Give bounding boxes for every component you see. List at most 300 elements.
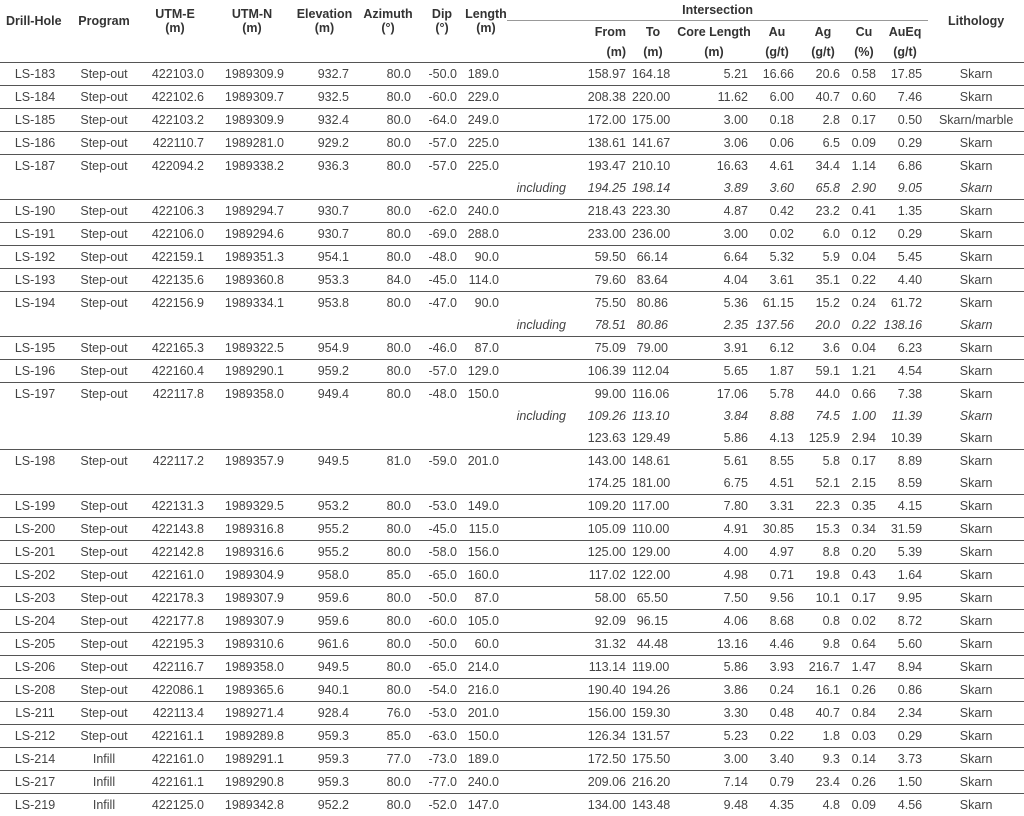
table-cell: 959.6 — [292, 587, 357, 610]
table-cell: 0.18 — [754, 109, 800, 132]
table-cell: 52.1 — [800, 472, 846, 495]
table-cell: 1989342.8 — [212, 794, 292, 816]
table-cell: LS-211 — [0, 702, 70, 725]
table-cell: Skarn — [928, 155, 1024, 178]
table-cell: 1989316.6 — [212, 541, 292, 564]
table-cell: Step-out — [70, 518, 138, 541]
column-unit: (g/t) — [800, 42, 846, 63]
table-cell: 34.4 — [800, 155, 846, 178]
table-cell: 936.3 — [292, 155, 357, 178]
table-cell: Step-out — [70, 360, 138, 383]
table-cell: 940.1 — [292, 679, 357, 702]
table-row — [0, 450, 1024, 473]
table-cell: 4.61 — [754, 155, 800, 178]
table-cell: 1989334.1 — [212, 292, 292, 315]
table-cell — [507, 748, 574, 771]
table-cell: 4.04 — [674, 269, 754, 292]
table-cell: 1.64 — [882, 564, 928, 587]
table-cell: Skarn — [928, 702, 1024, 725]
table-cell: -53.0 — [419, 495, 465, 518]
table-cell: 78.51 — [574, 314, 632, 337]
table-cell: 7.38 — [882, 383, 928, 406]
table-cell: 2.94 — [846, 427, 882, 450]
table-cell: 10.1 — [800, 587, 846, 610]
table-cell: Skarn — [928, 86, 1024, 109]
table-cell: 1989310.6 — [212, 633, 292, 656]
table-cell: 2.8 — [800, 109, 846, 132]
table-cell: 3.00 — [674, 223, 754, 246]
table-cell — [507, 702, 574, 725]
table-cell: 928.4 — [292, 702, 357, 725]
table-cell: -63.0 — [419, 725, 465, 748]
table-cell: 1.21 — [846, 360, 882, 383]
table-cell: 954.9 — [292, 337, 357, 360]
table-cell: Skarn — [928, 633, 1024, 656]
table-cell: 80.0 — [357, 656, 419, 679]
table-cell: 109.26 — [574, 405, 632, 427]
table-cell: Step-out — [70, 702, 138, 725]
column-header — [507, 21, 574, 43]
table-cell: LS-203 — [0, 587, 70, 610]
table-cell: 134.00 — [574, 794, 632, 816]
table-cell: 6.12 — [754, 337, 800, 360]
table-cell: 961.6 — [292, 633, 357, 656]
table-cell: 141.67 — [632, 132, 674, 155]
table-row-including — [0, 314, 1024, 337]
table-cell: 1.8 — [800, 725, 846, 748]
table-cell: 138.61 — [574, 132, 632, 155]
table-cell: 422103.2 — [138, 109, 212, 132]
table-cell — [507, 725, 574, 748]
column-unit: (g/t) — [882, 42, 928, 63]
table-cell: Skarn — [928, 177, 1024, 200]
table-cell: Skarn — [928, 405, 1024, 427]
table-cell — [507, 292, 574, 315]
table-cell: Step-out — [70, 656, 138, 679]
table-cell: 422102.6 — [138, 86, 212, 109]
table-cell: 4.97 — [754, 541, 800, 564]
table-cell: 216.0 — [465, 679, 507, 702]
table-cell: 147.0 — [465, 794, 507, 816]
table-cell: 0.29 — [882, 725, 928, 748]
table-cell: LS-194 — [0, 292, 70, 315]
table-row-including — [0, 177, 1024, 200]
table-cell: 422103.0 — [138, 63, 212, 86]
table-cell: 0.26 — [846, 771, 882, 794]
table-cell: 1989357.9 — [212, 450, 292, 473]
table-cell: 0.17 — [846, 109, 882, 132]
table-cell: 9.05 — [882, 177, 928, 200]
table-cell: 15.3 — [800, 518, 846, 541]
table-cell: 80.0 — [357, 246, 419, 269]
table-cell: 3.30 — [674, 702, 754, 725]
table-cell: 76.0 — [357, 702, 419, 725]
table-cell: -57.0 — [419, 155, 465, 178]
table-cell: 164.18 — [632, 63, 674, 86]
table-cell: -65.0 — [419, 564, 465, 587]
table-cell: 143.48 — [632, 794, 674, 816]
table-cell: 422161.1 — [138, 725, 212, 748]
table-cell: 40.7 — [800, 702, 846, 725]
table-cell: 422195.3 — [138, 633, 212, 656]
table-cell: 23.4 — [800, 771, 846, 794]
table-cell: 61.72 — [882, 292, 928, 315]
table-cell: 31.32 — [574, 633, 632, 656]
table-cell: 6.64 — [674, 246, 754, 269]
table-cell — [292, 405, 357, 427]
table-cell: 114.0 — [465, 269, 507, 292]
table-cell: 3.86 — [674, 679, 754, 702]
column-header: Drill-Hole — [0, 0, 70, 42]
table-cell: 220.00 — [632, 86, 674, 109]
table-cell: Skarn — [928, 292, 1024, 315]
table-cell: 0.02 — [846, 610, 882, 633]
table-cell: 175.00 — [632, 109, 674, 132]
table-row — [0, 223, 1024, 246]
table-cell: LS-205 — [0, 633, 70, 656]
column-header: Azimuth (°) — [357, 0, 419, 42]
table-cell: 1989271.4 — [212, 702, 292, 725]
column-unit — [507, 42, 574, 63]
table-cell: 80.0 — [357, 610, 419, 633]
table-cell: 0.22 — [846, 314, 882, 337]
table-body — [0, 63, 1024, 816]
table-row — [0, 337, 1024, 360]
table-cell: 148.61 — [632, 450, 674, 473]
table-cell: 208.38 — [574, 86, 632, 109]
table-cell: 0.66 — [846, 383, 882, 406]
table-row — [0, 656, 1024, 679]
table-cell — [0, 472, 70, 495]
table-cell: 214.0 — [465, 656, 507, 679]
table-cell: 0.84 — [846, 702, 882, 725]
table-cell: 158.97 — [574, 63, 632, 86]
table-cell: 105.09 — [574, 518, 632, 541]
table-cell: 99.00 — [574, 383, 632, 406]
table-cell: 11.62 — [674, 86, 754, 109]
table-cell: 2.34 — [882, 702, 928, 725]
table-cell: 1989338.2 — [212, 155, 292, 178]
table-cell — [507, 564, 574, 587]
table-cell: 1989309.9 — [212, 109, 292, 132]
table-cell: 955.2 — [292, 541, 357, 564]
table-cell: 8.8 — [800, 541, 846, 564]
table-row — [0, 587, 1024, 610]
table-cell: 129.0 — [465, 360, 507, 383]
intersection-header: Intersection — [507, 0, 928, 21]
table-cell: Step-out — [70, 246, 138, 269]
table-cell: -48.0 — [419, 383, 465, 406]
table-cell — [507, 427, 574, 450]
table-cell: Step-out — [70, 587, 138, 610]
table-cell — [70, 405, 138, 427]
table-cell: 953.3 — [292, 269, 357, 292]
table-cell: 422177.8 — [138, 610, 212, 633]
table-cell: 8.55 — [754, 450, 800, 473]
table-cell: 8.88 — [754, 405, 800, 427]
table-cell: 1989360.8 — [212, 269, 292, 292]
column-header: Core Length — [674, 21, 754, 43]
table-cell — [507, 633, 574, 656]
table-cell: LS-191 — [0, 223, 70, 246]
table-cell: 1989309.9 — [212, 63, 292, 86]
table-cell: LS-212 — [0, 725, 70, 748]
table-cell: 955.2 — [292, 518, 357, 541]
table-cell: 1.50 — [882, 771, 928, 794]
table-cell: Skarn — [928, 472, 1024, 495]
table-cell: 216.7 — [800, 656, 846, 679]
table-cell — [507, 656, 574, 679]
table-cell: 0.42 — [754, 200, 800, 223]
table-cell: 0.03 — [846, 725, 882, 748]
table-cell: 953.8 — [292, 292, 357, 315]
table-row — [0, 383, 1024, 406]
table-cell: LS-214 — [0, 748, 70, 771]
table-cell: 225.0 — [465, 132, 507, 155]
table-cell: 953.2 — [292, 495, 357, 518]
table-cell: 4.51 — [754, 472, 800, 495]
table-cell: 131.57 — [632, 725, 674, 748]
table-cell: 0.35 — [846, 495, 882, 518]
table-cell: 209.06 — [574, 771, 632, 794]
table-cell: 80.0 — [357, 633, 419, 656]
table-cell: 80.0 — [357, 679, 419, 702]
table-cell: 80.0 — [357, 63, 419, 86]
table-cell: 80.0 — [357, 360, 419, 383]
table-cell: 80.0 — [357, 337, 419, 360]
table-cell: 0.60 — [846, 86, 882, 109]
table-cell: Skarn — [928, 495, 1024, 518]
table-cell: 80.0 — [357, 794, 419, 816]
table-cell: 0.09 — [846, 132, 882, 155]
table-cell: LS-201 — [0, 541, 70, 564]
column-header: UTM-E (m) — [138, 0, 212, 42]
table-cell: 930.7 — [292, 223, 357, 246]
table-cell: 129.49 — [632, 427, 674, 450]
table-cell: 80.0 — [357, 155, 419, 178]
table-cell — [138, 177, 212, 200]
table-cell: Skarn — [928, 564, 1024, 587]
table-cell: 1.14 — [846, 155, 882, 178]
table-cell: 3.73 — [882, 748, 928, 771]
table-cell: 156.0 — [465, 541, 507, 564]
table-cell: LS-208 — [0, 679, 70, 702]
table-cell: 16.63 — [674, 155, 754, 178]
table-cell: LS-206 — [0, 656, 70, 679]
table-cell: 80.0 — [357, 587, 419, 610]
table-cell: 92.09 — [574, 610, 632, 633]
table-cell: 122.00 — [632, 564, 674, 587]
table-cell: 0.02 — [754, 223, 800, 246]
table-cell: 422143.8 — [138, 518, 212, 541]
table-cell — [465, 177, 507, 200]
table-cell: 6.5 — [800, 132, 846, 155]
table-row — [0, 360, 1024, 383]
table-cell: 1989365.6 — [212, 679, 292, 702]
table-cell: -50.0 — [419, 633, 465, 656]
table-row — [0, 771, 1024, 794]
table-cell: 1.47 — [846, 656, 882, 679]
table-row — [0, 564, 1024, 587]
table-cell: 75.50 — [574, 292, 632, 315]
table-cell: 218.43 — [574, 200, 632, 223]
table-cell: -60.0 — [419, 86, 465, 109]
table-cell: 6.00 — [754, 86, 800, 109]
table-cell: 422131.3 — [138, 495, 212, 518]
table-cell: 0.22 — [846, 269, 882, 292]
table-cell: LS-190 — [0, 200, 70, 223]
table-cell: 156.00 — [574, 702, 632, 725]
table-cell: 1989290.8 — [212, 771, 292, 794]
table-cell: 11.39 — [882, 405, 928, 427]
table-cell: LS-192 — [0, 246, 70, 269]
table-cell — [507, 679, 574, 702]
table-cell: 5.61 — [674, 450, 754, 473]
table-cell: including — [507, 405, 574, 427]
table-cell: LS-186 — [0, 132, 70, 155]
table-cell: 189.0 — [465, 748, 507, 771]
table-cell: Skarn — [928, 587, 1024, 610]
table-cell: Step-out — [70, 292, 138, 315]
table-cell: 8.89 — [882, 450, 928, 473]
table-cell: Step-out — [70, 63, 138, 86]
table-cell: 0.50 — [882, 109, 928, 132]
table-cell — [70, 427, 138, 450]
table-cell: Skarn — [928, 748, 1024, 771]
table-cell: 105.0 — [465, 610, 507, 633]
table-cell: 949.5 — [292, 656, 357, 679]
table-cell: 81.0 — [357, 450, 419, 473]
table-cell: 35.1 — [800, 269, 846, 292]
table-cell: 1989294.7 — [212, 200, 292, 223]
table-cell: 150.0 — [465, 383, 507, 406]
table-cell: 31.59 — [882, 518, 928, 541]
table-cell: 0.09 — [846, 794, 882, 816]
table-cell: 84.0 — [357, 269, 419, 292]
table-cell: 2.35 — [674, 314, 754, 337]
table-cell: 17.85 — [882, 63, 928, 86]
column-header: Au — [754, 21, 800, 43]
table-cell: 190.40 — [574, 679, 632, 702]
table-cell: 6.86 — [882, 155, 928, 178]
table-cell: 422106.3 — [138, 200, 212, 223]
table-cell: 80.0 — [357, 223, 419, 246]
table-cell — [419, 427, 465, 450]
table-cell: 1989358.0 — [212, 656, 292, 679]
table-cell: 80.0 — [357, 86, 419, 109]
table-cell: 112.04 — [632, 360, 674, 383]
table-cell — [70, 472, 138, 495]
table-cell: Step-out — [70, 633, 138, 656]
table-cell: 240.0 — [465, 200, 507, 223]
table-cell: 4.87 — [674, 200, 754, 223]
table-cell — [138, 427, 212, 450]
table-cell — [0, 177, 70, 200]
table-cell: Skarn — [928, 63, 1024, 86]
table-cell: 5.36 — [674, 292, 754, 315]
table-cell: 126.34 — [574, 725, 632, 748]
table-cell: 129.00 — [632, 541, 674, 564]
column-header: From — [574, 21, 632, 43]
table-cell: 3.89 — [674, 177, 754, 200]
table-cell: 0.71 — [754, 564, 800, 587]
table-cell: 87.0 — [465, 587, 507, 610]
table-cell — [507, 200, 574, 223]
table-cell — [507, 771, 574, 794]
table-cell: 59.1 — [800, 360, 846, 383]
table-cell: LS-197 — [0, 383, 70, 406]
column-header: UTM-N (m) — [212, 0, 292, 42]
table-cell: 194.26 — [632, 679, 674, 702]
table-cell: 225.0 — [465, 155, 507, 178]
table-cell: 236.00 — [632, 223, 674, 246]
table-cell: -48.0 — [419, 246, 465, 269]
table-cell: 80.0 — [357, 200, 419, 223]
table-cell: Skarn — [928, 656, 1024, 679]
table-cell: 959.6 — [292, 610, 357, 633]
header-rule — [928, 42, 1024, 63]
table-cell: 9.95 — [882, 587, 928, 610]
table-cell: Step-out — [70, 495, 138, 518]
table-cell: 422117.2 — [138, 450, 212, 473]
table-cell: 74.5 — [800, 405, 846, 427]
table-cell: Infill — [70, 771, 138, 794]
table-cell: 5.23 — [674, 725, 754, 748]
table-cell — [507, 495, 574, 518]
table-cell: 3.91 — [674, 337, 754, 360]
table-cell — [419, 177, 465, 200]
table-row — [0, 200, 1024, 223]
table-cell: 80.0 — [357, 518, 419, 541]
table-cell: Step-out — [70, 337, 138, 360]
table-cell: 1989322.5 — [212, 337, 292, 360]
table-cell: 80.86 — [632, 292, 674, 315]
table-cell: 44.0 — [800, 383, 846, 406]
table-cell: 4.15 — [882, 495, 928, 518]
table-cell: 959.3 — [292, 748, 357, 771]
table-row — [0, 702, 1024, 725]
table-cell: 19.8 — [800, 564, 846, 587]
table-cell: Skarn — [928, 450, 1024, 473]
table-cell: -62.0 — [419, 200, 465, 223]
table-cell: Step-out — [70, 383, 138, 406]
table-cell: 123.63 — [574, 427, 632, 450]
table-cell: 0.14 — [846, 748, 882, 771]
table-cell — [507, 541, 574, 564]
table-cell: 5.39 — [882, 541, 928, 564]
table-cell: 201.0 — [465, 450, 507, 473]
table-cell: 5.86 — [674, 656, 754, 679]
table-cell: 79.60 — [574, 269, 632, 292]
table-cell: -60.0 — [419, 610, 465, 633]
table-cell: 0.12 — [846, 223, 882, 246]
table-cell: 1989351.3 — [212, 246, 292, 269]
table-cell: 0.8 — [800, 610, 846, 633]
table-cell: Step-out — [70, 86, 138, 109]
table-cell: 0.64 — [846, 633, 882, 656]
table-cell: LS-184 — [0, 86, 70, 109]
table-cell — [507, 86, 574, 109]
table-cell: 80.0 — [357, 771, 419, 794]
column-header: Program — [70, 0, 138, 42]
table-cell: 0.26 — [846, 679, 882, 702]
table-cell: 106.39 — [574, 360, 632, 383]
table-cell: 422106.0 — [138, 223, 212, 246]
table-cell: 20.0 — [800, 314, 846, 337]
table-cell: 113.14 — [574, 656, 632, 679]
table-cell — [292, 177, 357, 200]
table-cell: 422161.1 — [138, 771, 212, 794]
